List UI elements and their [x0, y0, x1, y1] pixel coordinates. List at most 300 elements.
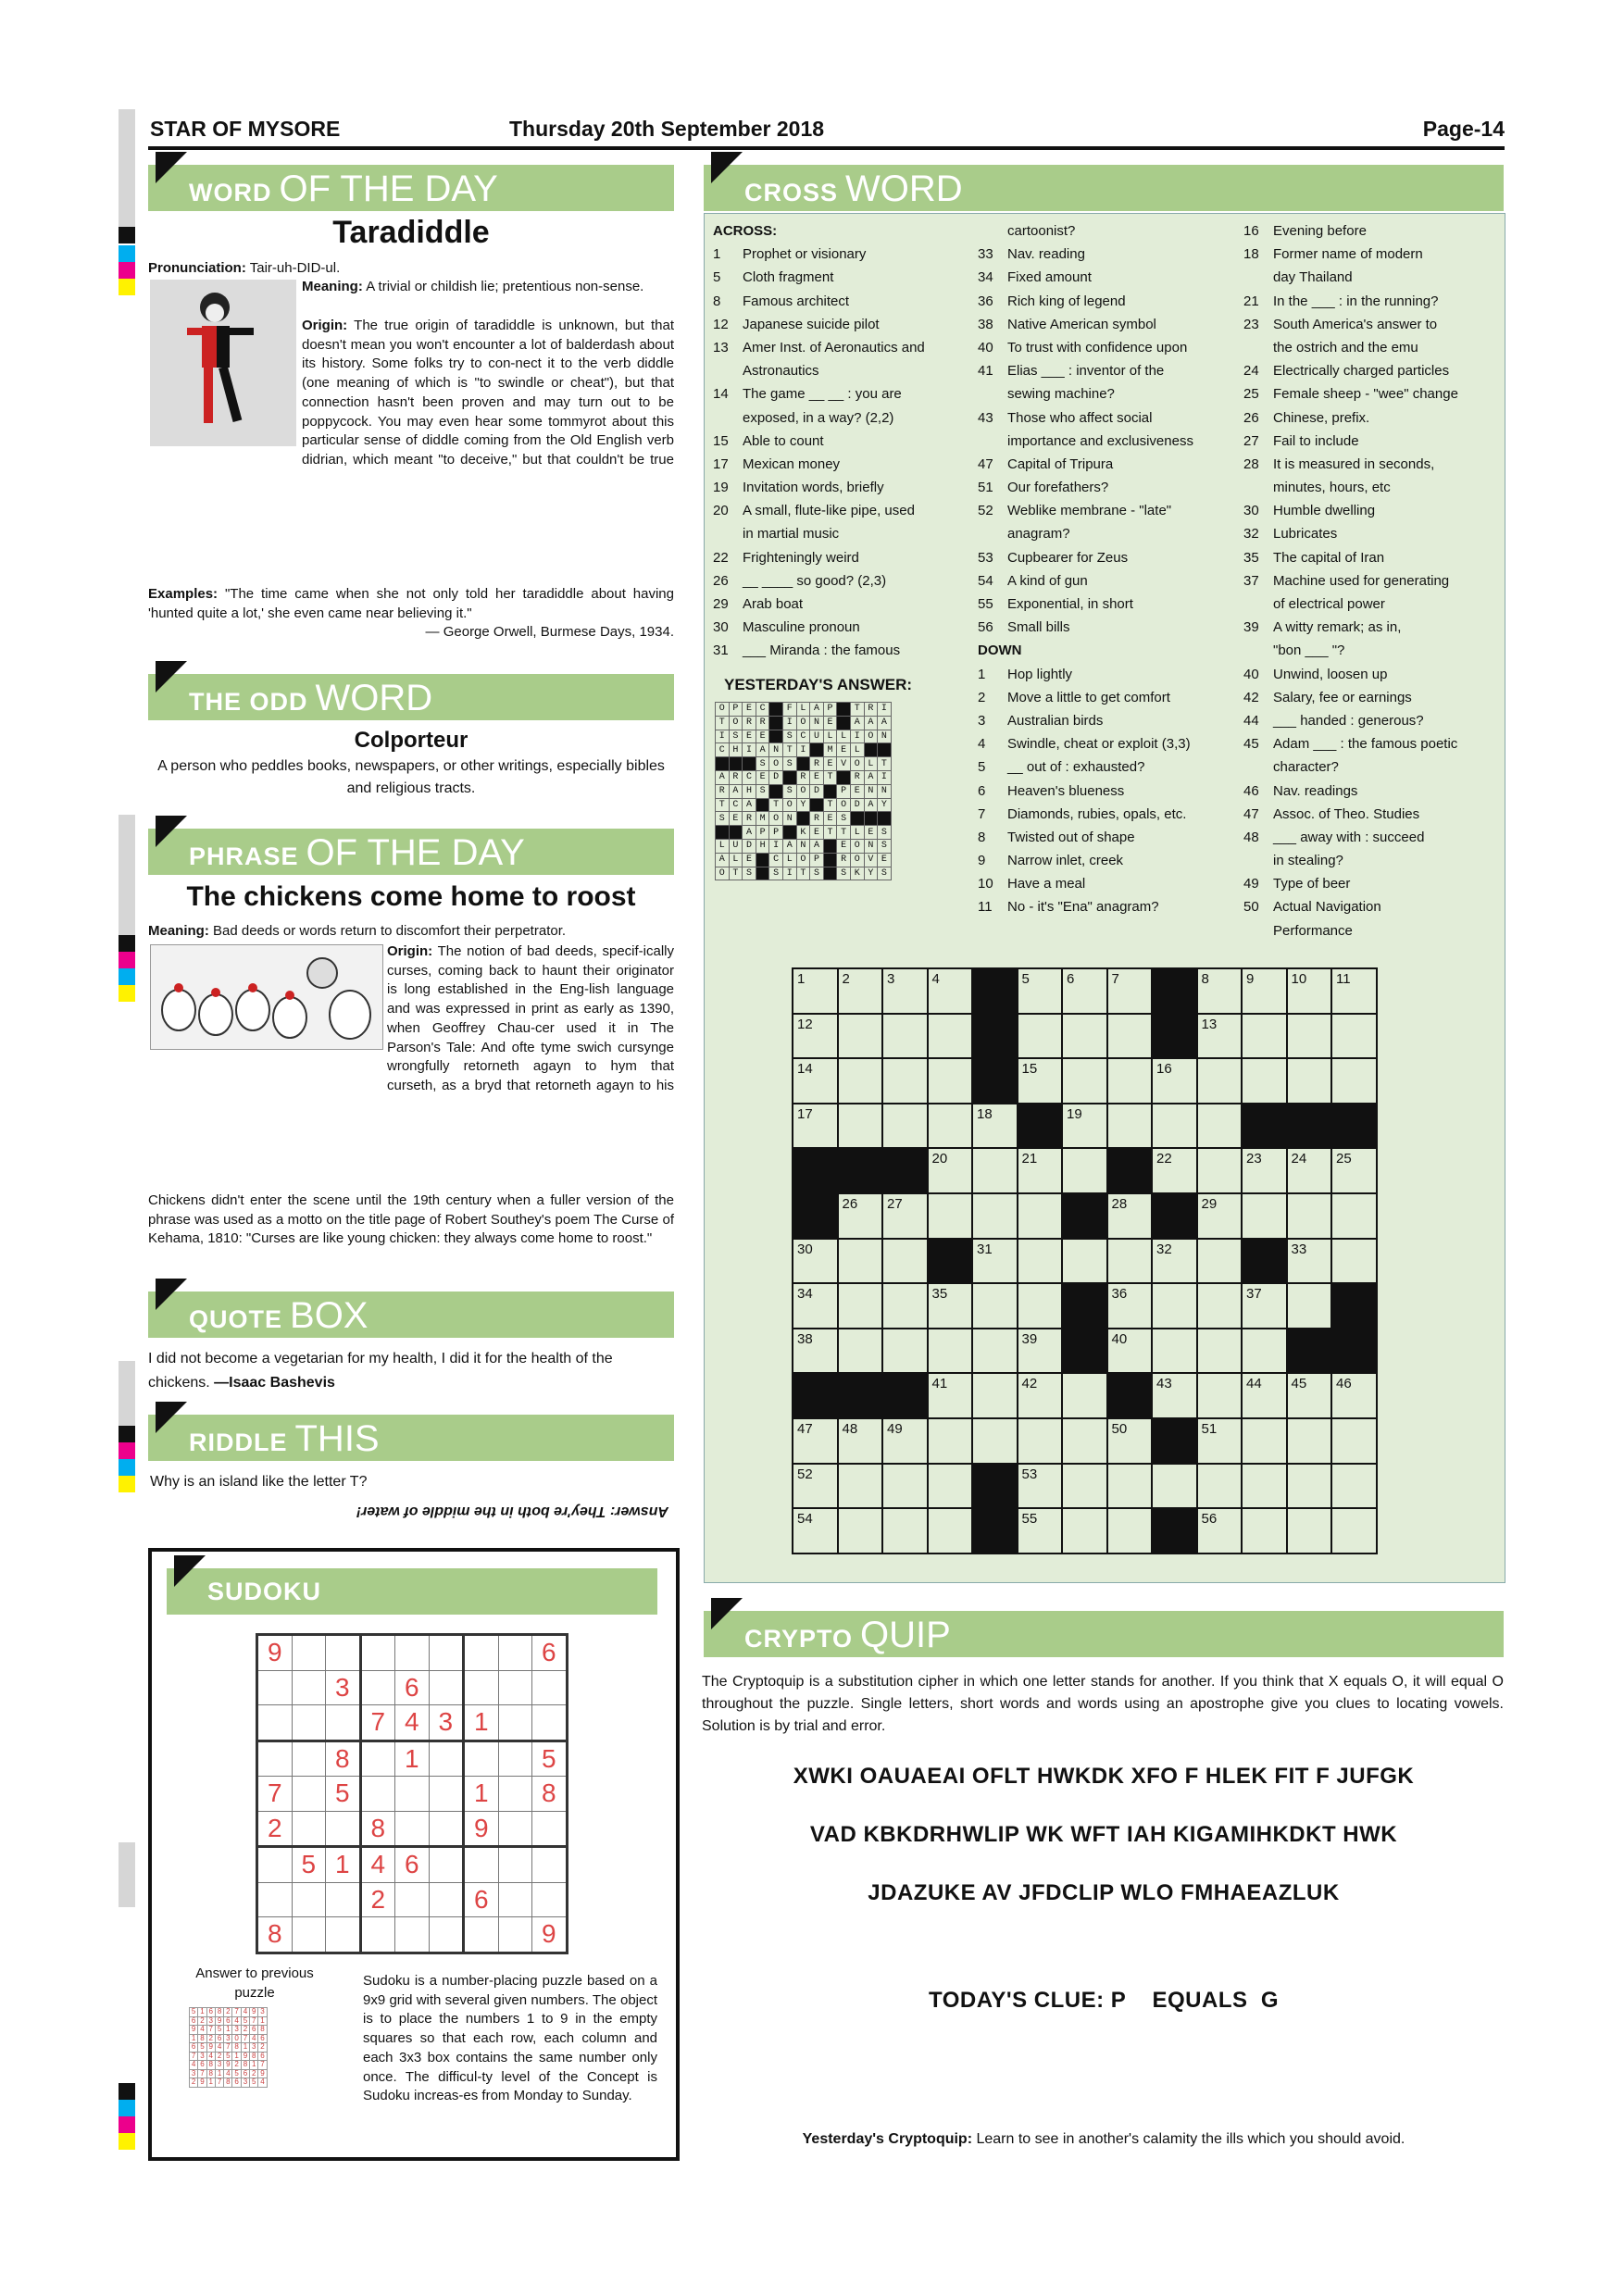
crossword-cell[interactable]: 46	[1331, 1373, 1377, 1418]
answer-cell: 6	[232, 2078, 241, 2088]
crossword-cell[interactable]	[1331, 1239, 1377, 1284]
sudoku-cell[interactable]	[429, 1811, 464, 1847]
crossword-cell[interactable]	[882, 1239, 928, 1284]
black-square	[1152, 1193, 1197, 1239]
sudoku-cell[interactable]	[464, 1635, 499, 1671]
sudoku-cell[interactable]	[360, 1635, 395, 1671]
sudoku-cell[interactable]	[498, 1705, 532, 1741]
chickens-cartoon	[150, 944, 383, 1050]
page-header	[148, 109, 1505, 150]
crossword-cell[interactable]	[1107, 1014, 1153, 1059]
crossword-cell[interactable]	[1331, 1464, 1377, 1509]
answer-cell: M	[823, 743, 837, 757]
crossword-cell[interactable]: 18	[972, 1104, 1018, 1149]
crossword-cell[interactable]: 26	[838, 1193, 883, 1239]
answer-cell: 8	[250, 2052, 258, 2061]
answer-cell: 3	[241, 2078, 249, 2088]
sudoku-cell[interactable]	[429, 1741, 464, 1777]
crossword-cell[interactable]	[1197, 1104, 1243, 1149]
crossword-cell[interactable]	[1062, 1464, 1107, 1509]
sudoku-cell[interactable]	[395, 1882, 430, 1917]
answer-cell	[782, 826, 796, 840]
crossword-cell[interactable]: 50	[1107, 1418, 1153, 1464]
crossword-cell[interactable]	[838, 1464, 883, 1509]
crossword-cell[interactable]	[928, 1329, 973, 1374]
crossword-cell[interactable]: 30	[793, 1239, 838, 1284]
crossword-cell[interactable]	[1197, 1464, 1243, 1509]
answer-cell	[769, 784, 783, 798]
sudoku-cell[interactable]: 9	[464, 1811, 499, 1847]
crossword-cell[interactable]	[1287, 1508, 1332, 1554]
sudoku-cell[interactable]: 5	[532, 1741, 568, 1777]
crossword-cell[interactable]: 55	[1018, 1508, 1063, 1554]
answer-cell: 1	[258, 2016, 267, 2026]
answer-cell	[837, 703, 851, 717]
crossword-cell[interactable]	[882, 1464, 928, 1509]
sudoku-cell[interactable]: 1	[326, 1847, 361, 1883]
across-clue: 5 Cloth fragment	[713, 269, 834, 286]
sudoku-cell[interactable]	[429, 1635, 464, 1671]
crossword-cell[interactable]	[1242, 1058, 1287, 1104]
sudoku-cell[interactable]	[498, 1811, 532, 1847]
crossword-cell[interactable]	[972, 1373, 1018, 1418]
crossword-cell[interactable]	[838, 1014, 883, 1059]
crossword-cell[interactable]	[1018, 1193, 1063, 1239]
answer-cell: E	[823, 757, 837, 771]
sudoku-cell[interactable]	[464, 1847, 499, 1883]
black-square	[1062, 1329, 1107, 1374]
crossword-cell[interactable]	[972, 1193, 1018, 1239]
sudoku-cell[interactable]	[292, 1917, 326, 1953]
crossword-cell[interactable]	[882, 1329, 928, 1374]
sudoku-cell[interactable]	[395, 1635, 430, 1671]
yesterday-answer-label: YESTERDAY'S ANSWER:	[724, 676, 913, 693]
answer-cell: L	[729, 853, 743, 867]
crossword-cell[interactable]: 32	[1152, 1239, 1197, 1284]
crossword-cell[interactable]	[928, 1418, 973, 1464]
sudoku-cell[interactable]: 2	[257, 1811, 293, 1847]
sudoku-cell[interactable]	[532, 1705, 568, 1741]
crossword-cell[interactable]: 34	[793, 1283, 838, 1329]
crossword-cell[interactable]	[1287, 1464, 1332, 1509]
sudoku-cell[interactable]: 6	[395, 1670, 430, 1705]
answer-cell: 5	[224, 2052, 232, 2061]
crossword-cell[interactable]: 9	[1242, 968, 1287, 1014]
crossword-cell[interactable]: 4	[928, 968, 973, 1014]
crossword-cell[interactable]	[1242, 1193, 1287, 1239]
answer-cell: 4	[206, 2052, 215, 2061]
crossword-cell[interactable]: 17	[793, 1104, 838, 1149]
sudoku-cell[interactable]: 9	[257, 1635, 293, 1671]
crossword-cell[interactable]: 1	[793, 968, 838, 1014]
answer-cell: 1	[198, 2008, 206, 2017]
sudoku-cell[interactable]: 5	[326, 1777, 361, 1812]
crossword-cell[interactable]	[838, 1329, 883, 1374]
answer-cell: 8	[232, 2043, 241, 2053]
sudoku-cell[interactable]	[257, 1741, 293, 1777]
crossword-cell[interactable]	[1197, 1239, 1243, 1284]
answer-cell: H	[729, 743, 743, 757]
sudoku-cell[interactable]: 1	[464, 1705, 499, 1741]
sudoku-cell[interactable]	[292, 1705, 326, 1741]
crossword-cell[interactable]	[1197, 1148, 1243, 1193]
answer-cell: I	[769, 839, 783, 853]
crossword-grid[interactable]	[792, 967, 1378, 1554]
crossword-cell[interactable]	[1062, 1148, 1107, 1193]
down-clue: 8 Twisted out of shape	[978, 829, 1135, 845]
crossword-cell[interactable]: 33	[1287, 1239, 1332, 1284]
crossword-cell[interactable]: 19	[1062, 1104, 1107, 1149]
sudoku-cell[interactable]	[429, 1847, 464, 1883]
sudoku-cell[interactable]	[360, 1670, 395, 1705]
sudoku-cell[interactable]: 7	[360, 1705, 395, 1741]
sudoku-cell[interactable]	[326, 1917, 361, 1953]
sudoku-cell[interactable]	[326, 1705, 361, 1741]
answer-cell: N	[878, 784, 892, 798]
crossword-cell[interactable]: 22	[1152, 1148, 1197, 1193]
crossword-cell[interactable]: 52	[793, 1464, 838, 1509]
answer-cell: L	[782, 853, 796, 867]
crossword-cell[interactable]: 54	[793, 1508, 838, 1554]
answer-cell	[878, 812, 892, 826]
crossword-cell[interactable]: 44	[1242, 1373, 1287, 1418]
answer-cell: S	[756, 784, 769, 798]
sudoku-cell[interactable]	[326, 1635, 361, 1671]
answer-cell: 2	[250, 2069, 258, 2078]
sudoku-answer-label: Answer to previous puzzle	[195, 1965, 314, 2001]
answer-cell	[769, 716, 783, 730]
phrase-banner: PHRASE OF THE DAY	[148, 829, 674, 875]
sudoku-cell[interactable]: 8	[326, 1741, 361, 1777]
crossword-cell[interactable]	[882, 1058, 928, 1104]
sudoku-cell[interactable]: 2	[360, 1882, 395, 1917]
crossword-cell[interactable]	[1287, 1193, 1332, 1239]
sudoku-cell[interactable]: 8	[257, 1917, 293, 1953]
crossword-cell[interactable]: 42	[1018, 1373, 1063, 1418]
crossword-cell[interactable]: 49	[882, 1418, 928, 1464]
crossword-cell[interactable]: 20	[928, 1148, 973, 1193]
down-clue: 35 The capital of Iran	[1243, 549, 1385, 566]
answer-cell	[716, 826, 730, 840]
crossword-cell[interactable]: 41	[928, 1373, 973, 1418]
answer-cell: N	[864, 784, 878, 798]
crossword-cell[interactable]	[838, 1283, 883, 1329]
crossword-cell[interactable]: 43	[1152, 1373, 1197, 1418]
black-square	[928, 1239, 973, 1284]
sudoku-cell[interactable]	[429, 1917, 464, 1953]
sudoku-cell[interactable]	[498, 1847, 532, 1883]
crossword-cell[interactable]: 35	[928, 1283, 973, 1329]
crossword-cell[interactable]	[1107, 1508, 1153, 1554]
sudoku-cell[interactable]	[257, 1705, 293, 1741]
crossword-cell[interactable]	[972, 1148, 1018, 1193]
sudoku-cell[interactable]	[464, 1917, 499, 1953]
sudoku-cell[interactable]	[395, 1917, 430, 1953]
crossword-cell[interactable]: 7	[1107, 968, 1153, 1014]
answer-cell: H	[756, 839, 769, 853]
crossword-cell[interactable]: 25	[1331, 1148, 1377, 1193]
crossword-cell[interactable]: 39	[1018, 1329, 1063, 1374]
crossword-cell[interactable]	[1287, 1058, 1332, 1104]
crossword-cell[interactable]: 3	[882, 968, 928, 1014]
crossword-cell[interactable]: 10	[1287, 968, 1332, 1014]
sudoku-cell[interactable]	[257, 1882, 293, 1917]
crossword-cell[interactable]	[1287, 1418, 1332, 1464]
word-of-day-title: Taradiddle	[332, 215, 490, 250]
answer-cell: 3	[258, 2008, 267, 2017]
crossword-cell[interactable]	[928, 1193, 973, 1239]
crossword-cell[interactable]	[1107, 1104, 1153, 1149]
crossword-cell[interactable]	[1197, 1373, 1243, 1418]
crossword-cell[interactable]: 47	[793, 1418, 838, 1464]
crossword-cell[interactable]	[838, 1239, 883, 1284]
sudoku-cell[interactable]: 5	[292, 1847, 326, 1883]
down-clue: 49 Type of beer	[1243, 876, 1351, 892]
crossword-cell[interactable]	[1107, 1464, 1153, 1509]
crossword-cell[interactable]: 16	[1152, 1058, 1197, 1104]
crossword-cell[interactable]	[1287, 1014, 1332, 1059]
sudoku-cell[interactable]	[429, 1882, 464, 1917]
sudoku-cell[interactable]	[292, 1811, 326, 1847]
crossword-cell[interactable]: 13	[1197, 1014, 1243, 1059]
sudoku-cell[interactable]: 1	[464, 1777, 499, 1812]
quote-banner: QUOTE BOX	[148, 1292, 674, 1338]
crossword-cell[interactable]: 48	[838, 1418, 883, 1464]
sudoku-cell[interactable]	[292, 1635, 326, 1671]
sudoku-cell[interactable]	[292, 1882, 326, 1917]
crossword-cell[interactable]: 6	[1062, 968, 1107, 1014]
sudoku-cell[interactable]	[360, 1777, 395, 1812]
down-clue: 40 Unwind, loosen up	[1243, 666, 1388, 682]
sudoku-cell[interactable]	[498, 1741, 532, 1777]
black-square	[838, 1373, 883, 1418]
answer-cell	[837, 716, 851, 730]
sudoku-cell[interactable]	[292, 1670, 326, 1705]
down-clue: 16 Evening before	[1243, 223, 1367, 239]
crossword-cell[interactable]	[972, 1283, 1018, 1329]
sudoku-cell[interactable]: 9	[532, 1917, 568, 1953]
crossword-cell[interactable]: 51	[1197, 1418, 1243, 1464]
crossword-cell[interactable]	[838, 1058, 883, 1104]
crossword-cell[interactable]	[1062, 1373, 1107, 1418]
crossword-cell[interactable]: 27	[882, 1193, 928, 1239]
crossword-cell[interactable]	[972, 1329, 1018, 1374]
sudoku-cell[interactable]	[429, 1670, 464, 1705]
crossword-cell[interactable]	[1331, 1014, 1377, 1059]
sudoku-cell[interactable]	[429, 1777, 464, 1812]
crossword-cell[interactable]	[1018, 1283, 1063, 1329]
across-clue: exposed, in a way? (2,2)	[743, 409, 894, 426]
down-clue: 27 Fail to include	[1243, 432, 1359, 449]
answer-cell: O	[796, 853, 810, 867]
sudoku-cell[interactable]	[532, 1847, 568, 1883]
crossword-cell[interactable]: 28	[1107, 1193, 1153, 1239]
crossword-cell[interactable]	[928, 1104, 973, 1149]
crossword-cell[interactable]	[928, 1464, 973, 1509]
down-clue: 3 Australian birds	[978, 712, 1104, 729]
crossword-cell[interactable]	[1152, 1464, 1197, 1509]
crossword-cell[interactable]	[972, 1418, 1018, 1464]
crossword-cell[interactable]	[1197, 1058, 1243, 1104]
crossword-cell[interactable]	[882, 1104, 928, 1149]
sudoku-cell[interactable]	[498, 1635, 532, 1671]
crossword-cell[interactable]	[1062, 1239, 1107, 1284]
crossword-cell[interactable]	[1062, 1418, 1107, 1464]
sudoku-cell[interactable]	[326, 1882, 361, 1917]
sudoku-cell[interactable]	[498, 1670, 532, 1705]
crossword-cell[interactable]	[1152, 1104, 1197, 1149]
sudoku-cell[interactable]: 4	[360, 1847, 395, 1883]
sudoku-cell[interactable]: 4	[395, 1705, 430, 1741]
origin-text-bottom	[148, 451, 674, 585]
crossword-cell[interactable]	[1331, 1058, 1377, 1104]
sudoku-cell[interactable]	[292, 1777, 326, 1812]
answer-cell: 1	[190, 2034, 198, 2043]
sudoku-cell[interactable]: 6	[532, 1635, 568, 1671]
sudoku-cell[interactable]: 6	[395, 1847, 430, 1883]
sudoku-cell[interactable]: 8	[360, 1811, 395, 1847]
answer-cell: 3	[215, 2061, 223, 2070]
crossword-cell[interactable]	[1331, 1193, 1377, 1239]
answer-cell: 6	[250, 2026, 258, 2035]
answer-cell: 3	[198, 2052, 206, 2061]
answer-cell: U	[810, 730, 824, 743]
sudoku-cell[interactable]	[464, 1741, 499, 1777]
sudoku-cell[interactable]	[257, 1847, 293, 1883]
crossword-cell[interactable]	[1062, 1058, 1107, 1104]
crossword-cell[interactable]: 8	[1197, 968, 1243, 1014]
crossword-cell[interactable]	[928, 1014, 973, 1059]
sudoku-cell[interactable]	[532, 1882, 568, 1917]
crossword-cell[interactable]: 40	[1107, 1329, 1153, 1374]
sudoku-cell[interactable]: 3	[326, 1670, 361, 1705]
sudoku-cell[interactable]	[292, 1741, 326, 1777]
crossword-cell[interactable]: 37	[1242, 1283, 1287, 1329]
sudoku-cell[interactable]	[498, 1917, 532, 1953]
sudoku-cell[interactable]	[360, 1917, 395, 1953]
crossword-cell[interactable]	[1287, 1283, 1332, 1329]
sudoku-cell[interactable]	[532, 1670, 568, 1705]
crossword-cell[interactable]: 14	[793, 1058, 838, 1104]
crossword-cell[interactable]: 31	[972, 1239, 1018, 1284]
crossword-cell[interactable]: 53	[1018, 1464, 1063, 1509]
answer-cell: S	[837, 867, 851, 880]
crossword-cell[interactable]	[1062, 1014, 1107, 1059]
answer-cell: 9	[258, 2069, 267, 2078]
answer-cell	[729, 826, 743, 840]
crossword-cell[interactable]: 21	[1018, 1148, 1063, 1193]
sudoku-cell[interactable]: 1	[395, 1741, 430, 1777]
crossword-cell[interactable]: 56	[1197, 1508, 1243, 1554]
crossword-cell[interactable]: 45	[1287, 1373, 1332, 1418]
crossword-cell[interactable]	[1018, 1014, 1063, 1059]
answer-cell: T	[823, 826, 837, 840]
sudoku-cell[interactable]: 7	[257, 1777, 293, 1812]
crossword-cell[interactable]: 15	[1018, 1058, 1063, 1104]
crossword-cell[interactable]	[1197, 1329, 1243, 1374]
crossword-cell[interactable]	[882, 1014, 928, 1059]
black-square	[838, 1148, 883, 1193]
answer-cell: E	[837, 743, 851, 757]
sudoku-cell[interactable]	[326, 1811, 361, 1847]
crossword-cell[interactable]	[1242, 1329, 1287, 1374]
crossword-cell[interactable]	[1242, 1014, 1287, 1059]
sudoku-cell[interactable]: 8	[532, 1777, 568, 1812]
answer-cell	[864, 812, 878, 826]
sudoku-cell[interactable]	[360, 1741, 395, 1777]
sudoku-cell[interactable]	[395, 1811, 430, 1847]
crossword-cell[interactable]: 38	[793, 1329, 838, 1374]
sudoku-cell[interactable]	[532, 1811, 568, 1847]
crossword-cell[interactable]	[1331, 1418, 1377, 1464]
crossword-cell[interactable]	[1107, 1239, 1153, 1284]
crossword-cell[interactable]: 11	[1331, 968, 1377, 1014]
sudoku-cell[interactable]	[257, 1670, 293, 1705]
crossword-cell[interactable]	[1331, 1508, 1377, 1554]
sudoku-cell[interactable]	[395, 1777, 430, 1812]
sudoku-cell[interactable]	[464, 1670, 499, 1705]
crossword-cell[interactable]	[1152, 1329, 1197, 1374]
crossword-cell[interactable]	[838, 1508, 883, 1554]
sudoku-cell[interactable]	[498, 1882, 532, 1917]
crossword-cell[interactable]	[1018, 1239, 1063, 1284]
crossword-cell[interactable]	[1242, 1464, 1287, 1509]
answer-cell: P	[756, 826, 769, 840]
sudoku-grid[interactable]	[256, 1633, 568, 1954]
sudoku-cell[interactable]: 6	[464, 1882, 499, 1917]
crossword-cell[interactable]: 5	[1018, 968, 1063, 1014]
issue-date: Thursday 20th September 2018	[509, 117, 825, 141]
crossword-cell[interactable]	[1242, 1508, 1287, 1554]
crossword-cell[interactable]	[1197, 1283, 1243, 1329]
answer-cell: 5	[241, 2016, 249, 2026]
crossword-cell[interactable]: 24	[1287, 1148, 1332, 1193]
across-clue: importance and exclusiveness	[1007, 432, 1193, 449]
answer-cell: A	[743, 826, 756, 840]
crossword-cell[interactable]: 29	[1197, 1193, 1243, 1239]
answer-cell: Y	[878, 798, 892, 812]
yesterday-cryptoquip: Yesterday's Cryptoquip: Learn to see in another's calamity the ills which you should avoid.	[802, 2131, 1405, 2147]
crossword-cell[interactable]	[838, 1104, 883, 1149]
crossword-cell[interactable]	[928, 1058, 973, 1104]
across-clue: 20 A small, flute-like pipe, used	[713, 503, 915, 519]
sudoku-cell[interactable]: 3	[429, 1705, 464, 1741]
answer-cell: A	[864, 770, 878, 784]
crossword-cell[interactable]	[1107, 1058, 1153, 1104]
black-square	[972, 1508, 1018, 1554]
crossword-cell[interactable]: 23	[1242, 1148, 1287, 1193]
crossword-cell[interactable]	[928, 1508, 973, 1554]
examples-attribution: — George Orwell, Burmese Days, 1934.	[425, 624, 674, 640]
answer-cell: 9	[206, 2043, 215, 2053]
down-clue: 47 Assoc. of Theo. Studies	[1243, 805, 1420, 822]
crossword-cell[interactable]	[882, 1283, 928, 1329]
answer-cell: 9	[241, 2052, 249, 2061]
sudoku-cell[interactable]	[498, 1777, 532, 1812]
crossword-cell[interactable]: 2	[838, 968, 883, 1014]
crossword-cell[interactable]	[1018, 1418, 1063, 1464]
crossword-cell[interactable]: 12	[793, 1014, 838, 1059]
crossword-cell[interactable]	[882, 1508, 928, 1554]
answer-cell: 4	[250, 2034, 258, 2043]
crossword-cell[interactable]	[1062, 1508, 1107, 1554]
crossword-cell[interactable]	[1152, 1283, 1197, 1329]
crossword-cell[interactable]	[1242, 1418, 1287, 1464]
answer-cell: 3	[190, 2069, 198, 2078]
answer-cell: 6	[190, 2016, 198, 2026]
cryptoquip-clue: TODAY'S CLUE: P EQUALS G	[929, 1988, 1279, 2013]
crossword-cell[interactable]: 36	[1107, 1283, 1153, 1329]
